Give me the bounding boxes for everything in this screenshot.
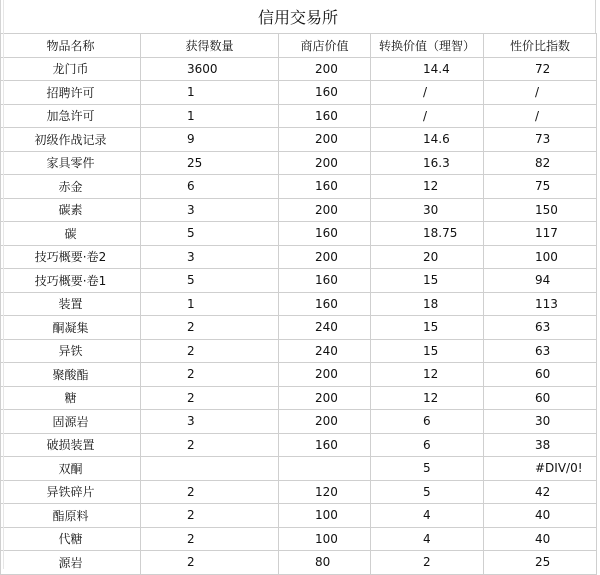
cell-value-index[interactable]: #DIV/0! bbox=[484, 457, 597, 481]
cell-quantity[interactable]: 5 bbox=[141, 222, 279, 246]
cell-value-index[interactable]: 117 bbox=[484, 222, 597, 246]
cell-conversion-value[interactable]: 5 bbox=[371, 457, 484, 481]
cell-value-index[interactable]: 113 bbox=[484, 292, 597, 316]
cell-conversion-value[interactable]: / bbox=[371, 104, 484, 128]
table-row bbox=[1, 292, 597, 316]
cell-item-name[interactable]: 异铁 bbox=[1, 339, 141, 363]
cell-quantity[interactable]: 1 bbox=[141, 104, 279, 128]
cell-conversion-value[interactable]: 18.75 bbox=[371, 222, 484, 246]
cell-shop-value[interactable]: 160 bbox=[279, 175, 371, 199]
cell-conversion-value[interactable]: 12 bbox=[371, 363, 484, 387]
cell-quantity[interactable]: 3600 bbox=[141, 57, 279, 81]
cell-shop-value[interactable]: 200 bbox=[279, 386, 371, 410]
cell-value-index[interactable]: 100 bbox=[484, 245, 597, 269]
cell-conversion-value[interactable]: 30 bbox=[371, 198, 484, 222]
cell-shop-value[interactable]: 200 bbox=[279, 151, 371, 175]
table-row bbox=[1, 339, 597, 363]
cell-quantity[interactable]: 3 bbox=[141, 245, 279, 269]
table-row bbox=[1, 457, 597, 481]
cell-value-index[interactable]: / bbox=[484, 104, 597, 128]
cell-shop-value[interactable]: 160 bbox=[279, 292, 371, 316]
cell-value-index[interactable]: 94 bbox=[484, 269, 597, 293]
cell-shop-value[interactable]: 200 bbox=[279, 198, 371, 222]
cell-shop-value[interactable]: 200 bbox=[279, 128, 371, 152]
cell-item-name[interactable]: 源岩 bbox=[1, 551, 141, 575]
cell-item-name[interactable]: 异铁碎片 bbox=[1, 480, 141, 504]
cell-conversion-value[interactable]: 16.3 bbox=[371, 151, 484, 175]
table-row bbox=[1, 57, 597, 81]
cell-conversion-value[interactable]: 4 bbox=[371, 504, 484, 528]
credit-shop-table bbox=[0, 33, 597, 575]
cell-shop-value[interactable]: 160 bbox=[279, 104, 371, 128]
row-header-strip bbox=[0, 0, 4, 569]
cell-item-name[interactable]: 初级作战记录 bbox=[1, 128, 141, 152]
cell-item-name[interactable]: 招聘许可 bbox=[1, 81, 141, 105]
cell-quantity[interactable]: 2 bbox=[141, 339, 279, 363]
cell-item-name[interactable]: 酯原料 bbox=[1, 504, 141, 528]
header-value-index[interactable]: 性价比指数 bbox=[484, 34, 597, 58]
cell-value-index[interactable]: 40 bbox=[484, 527, 597, 551]
cell-item-name[interactable]: 酮凝集 bbox=[1, 316, 141, 340]
cell-conversion-value[interactable]: 15 bbox=[371, 316, 484, 340]
cell-value-index[interactable]: 63 bbox=[484, 316, 597, 340]
table-row bbox=[1, 551, 597, 575]
cell-quantity[interactable]: 1 bbox=[141, 81, 279, 105]
header-item-name[interactable]: 物品名称 bbox=[1, 34, 141, 58]
cell-quantity[interactable]: 1 bbox=[141, 292, 279, 316]
table-row bbox=[1, 410, 597, 434]
cell-item-name[interactable]: 碳 bbox=[1, 222, 141, 246]
cell-value-index[interactable]: 42 bbox=[484, 480, 597, 504]
cell-value-index[interactable]: 73 bbox=[484, 128, 597, 152]
cell-shop-value[interactable]: 80 bbox=[279, 551, 371, 575]
table-row bbox=[1, 386, 597, 410]
cell-value-index[interactable]: 63 bbox=[484, 339, 597, 363]
cell-quantity[interactable]: 2 bbox=[141, 527, 279, 551]
cell-item-name[interactable]: 糖 bbox=[1, 386, 141, 410]
cell-shop-value[interactable]: 160 bbox=[279, 222, 371, 246]
cell-quantity[interactable]: 2 bbox=[141, 480, 279, 504]
cell-conversion-value[interactable]: 15 bbox=[371, 269, 484, 293]
cell-shop-value[interactable]: 160 bbox=[279, 269, 371, 293]
table-row bbox=[1, 269, 597, 293]
cell-value-index[interactable]: 38 bbox=[484, 433, 597, 457]
cell-quantity[interactable]: 5 bbox=[141, 269, 279, 293]
cell-conversion-value[interactable]: 6 bbox=[371, 433, 484, 457]
cell-conversion-value[interactable]: / bbox=[371, 81, 484, 105]
cell-quantity[interactable]: 2 bbox=[141, 504, 279, 528]
table-row bbox=[1, 316, 597, 340]
cell-quantity[interactable]: 2 bbox=[141, 386, 279, 410]
cell-shop-value[interactable]: 240 bbox=[279, 339, 371, 363]
cell-quantity[interactable]: 2 bbox=[141, 316, 279, 340]
cell-conversion-value[interactable]: 12 bbox=[371, 175, 484, 199]
cell-quantity[interactable] bbox=[141, 457, 279, 481]
table-row bbox=[1, 128, 597, 152]
table-row bbox=[1, 504, 597, 528]
cell-quantity[interactable]: 3 bbox=[141, 198, 279, 222]
cell-quantity[interactable]: 2 bbox=[141, 433, 279, 457]
cell-conversion-value[interactable]: 4 bbox=[371, 527, 484, 551]
table-row bbox=[1, 151, 597, 175]
table-row bbox=[1, 81, 597, 105]
cell-quantity[interactable]: 2 bbox=[141, 551, 279, 575]
header-shop-value[interactable]: 商店价值 bbox=[279, 34, 371, 58]
cell-shop-value[interactable]: 200 bbox=[279, 57, 371, 81]
cell-item-name[interactable]: 赤金 bbox=[1, 175, 141, 199]
cell-value-index[interactable]: 82 bbox=[484, 151, 597, 175]
table-row bbox=[1, 245, 597, 269]
cell-value-index[interactable]: 25 bbox=[484, 551, 597, 575]
cell-value-index[interactable]: 60 bbox=[484, 386, 597, 410]
cell-conversion-value[interactable]: 18 bbox=[371, 292, 484, 316]
cell-item-name[interactable]: 家具零件 bbox=[1, 151, 141, 175]
table-row bbox=[1, 104, 597, 128]
table-row bbox=[1, 363, 597, 387]
cell-item-name[interactable]: 装置 bbox=[1, 292, 141, 316]
cell-item-name[interactable]: 碳素 bbox=[1, 198, 141, 222]
header-row bbox=[1, 34, 597, 58]
header-quantity[interactable]: 获得数量 bbox=[141, 34, 279, 58]
cell-shop-value[interactable]: 160 bbox=[279, 433, 371, 457]
cell-value-index[interactable]: 40 bbox=[484, 504, 597, 528]
cell-item-name[interactable]: 加急许可 bbox=[1, 104, 141, 128]
cell-quantity[interactable]: 25 bbox=[141, 151, 279, 175]
cell-shop-value[interactable] bbox=[279, 457, 371, 481]
cell-quantity[interactable]: 9 bbox=[141, 128, 279, 152]
cell-shop-value[interactable]: 200 bbox=[279, 363, 371, 387]
cell-conversion-value[interactable]: 2 bbox=[371, 551, 484, 575]
cell-item-name[interactable]: 技巧概要·卷1 bbox=[1, 269, 141, 293]
cell-conversion-value[interactable]: 14.6 bbox=[371, 128, 484, 152]
cell-conversion-value[interactable]: 15 bbox=[371, 339, 484, 363]
cell-shop-value[interactable]: 200 bbox=[279, 410, 371, 434]
cell-item-name[interactable]: 龙门币 bbox=[1, 57, 141, 81]
cell-value-index[interactable]: 150 bbox=[484, 198, 597, 222]
cell-value-index[interactable]: 75 bbox=[484, 175, 597, 199]
cell-quantity[interactable]: 3 bbox=[141, 410, 279, 434]
cell-item-name[interactable]: 固源岩 bbox=[1, 410, 141, 434]
cell-conversion-value[interactable]: 14.4 bbox=[371, 57, 484, 81]
cell-conversion-value[interactable]: 12 bbox=[371, 386, 484, 410]
cell-value-index[interactable]: 72 bbox=[484, 57, 597, 81]
cell-conversion-value[interactable]: 20 bbox=[371, 245, 484, 269]
cell-shop-value[interactable]: 200 bbox=[279, 245, 371, 269]
cell-conversion-value[interactable]: 6 bbox=[371, 410, 484, 434]
cell-value-index[interactable]: 60 bbox=[484, 363, 597, 387]
cell-conversion-value[interactable]: 5 bbox=[371, 480, 484, 504]
cell-shop-value[interactable]: 120 bbox=[279, 480, 371, 504]
cell-item-name[interactable]: 破损装置 bbox=[1, 433, 141, 457]
table-row bbox=[1, 527, 597, 551]
cell-item-name[interactable]: 代糖 bbox=[1, 527, 141, 551]
cell-shop-value[interactable]: 100 bbox=[279, 504, 371, 528]
cell-shop-value[interactable]: 160 bbox=[279, 81, 371, 105]
table-row bbox=[1, 480, 597, 504]
cell-item-name[interactable]: 技巧概要·卷2 bbox=[1, 245, 141, 269]
table-row bbox=[1, 433, 597, 457]
cell-quantity[interactable]: 6 bbox=[141, 175, 279, 199]
cell-value-index[interactable]: / bbox=[484, 81, 597, 105]
cell-shop-value[interactable]: 100 bbox=[279, 527, 371, 551]
cell-item-name[interactable]: 双酮 bbox=[1, 457, 141, 481]
table-row bbox=[1, 175, 597, 199]
cell-shop-value[interactable]: 240 bbox=[279, 316, 371, 340]
table-row bbox=[1, 198, 597, 222]
header-conversion-value[interactable]: 转换价值（理智） bbox=[371, 34, 484, 58]
cell-item-name[interactable]: 聚酸酯 bbox=[1, 363, 141, 387]
cell-value-index[interactable]: 30 bbox=[484, 410, 597, 434]
table-row bbox=[1, 222, 597, 246]
sheet-title: 信用交易所 bbox=[0, 0, 596, 33]
cell-quantity[interactable]: 2 bbox=[141, 363, 279, 387]
